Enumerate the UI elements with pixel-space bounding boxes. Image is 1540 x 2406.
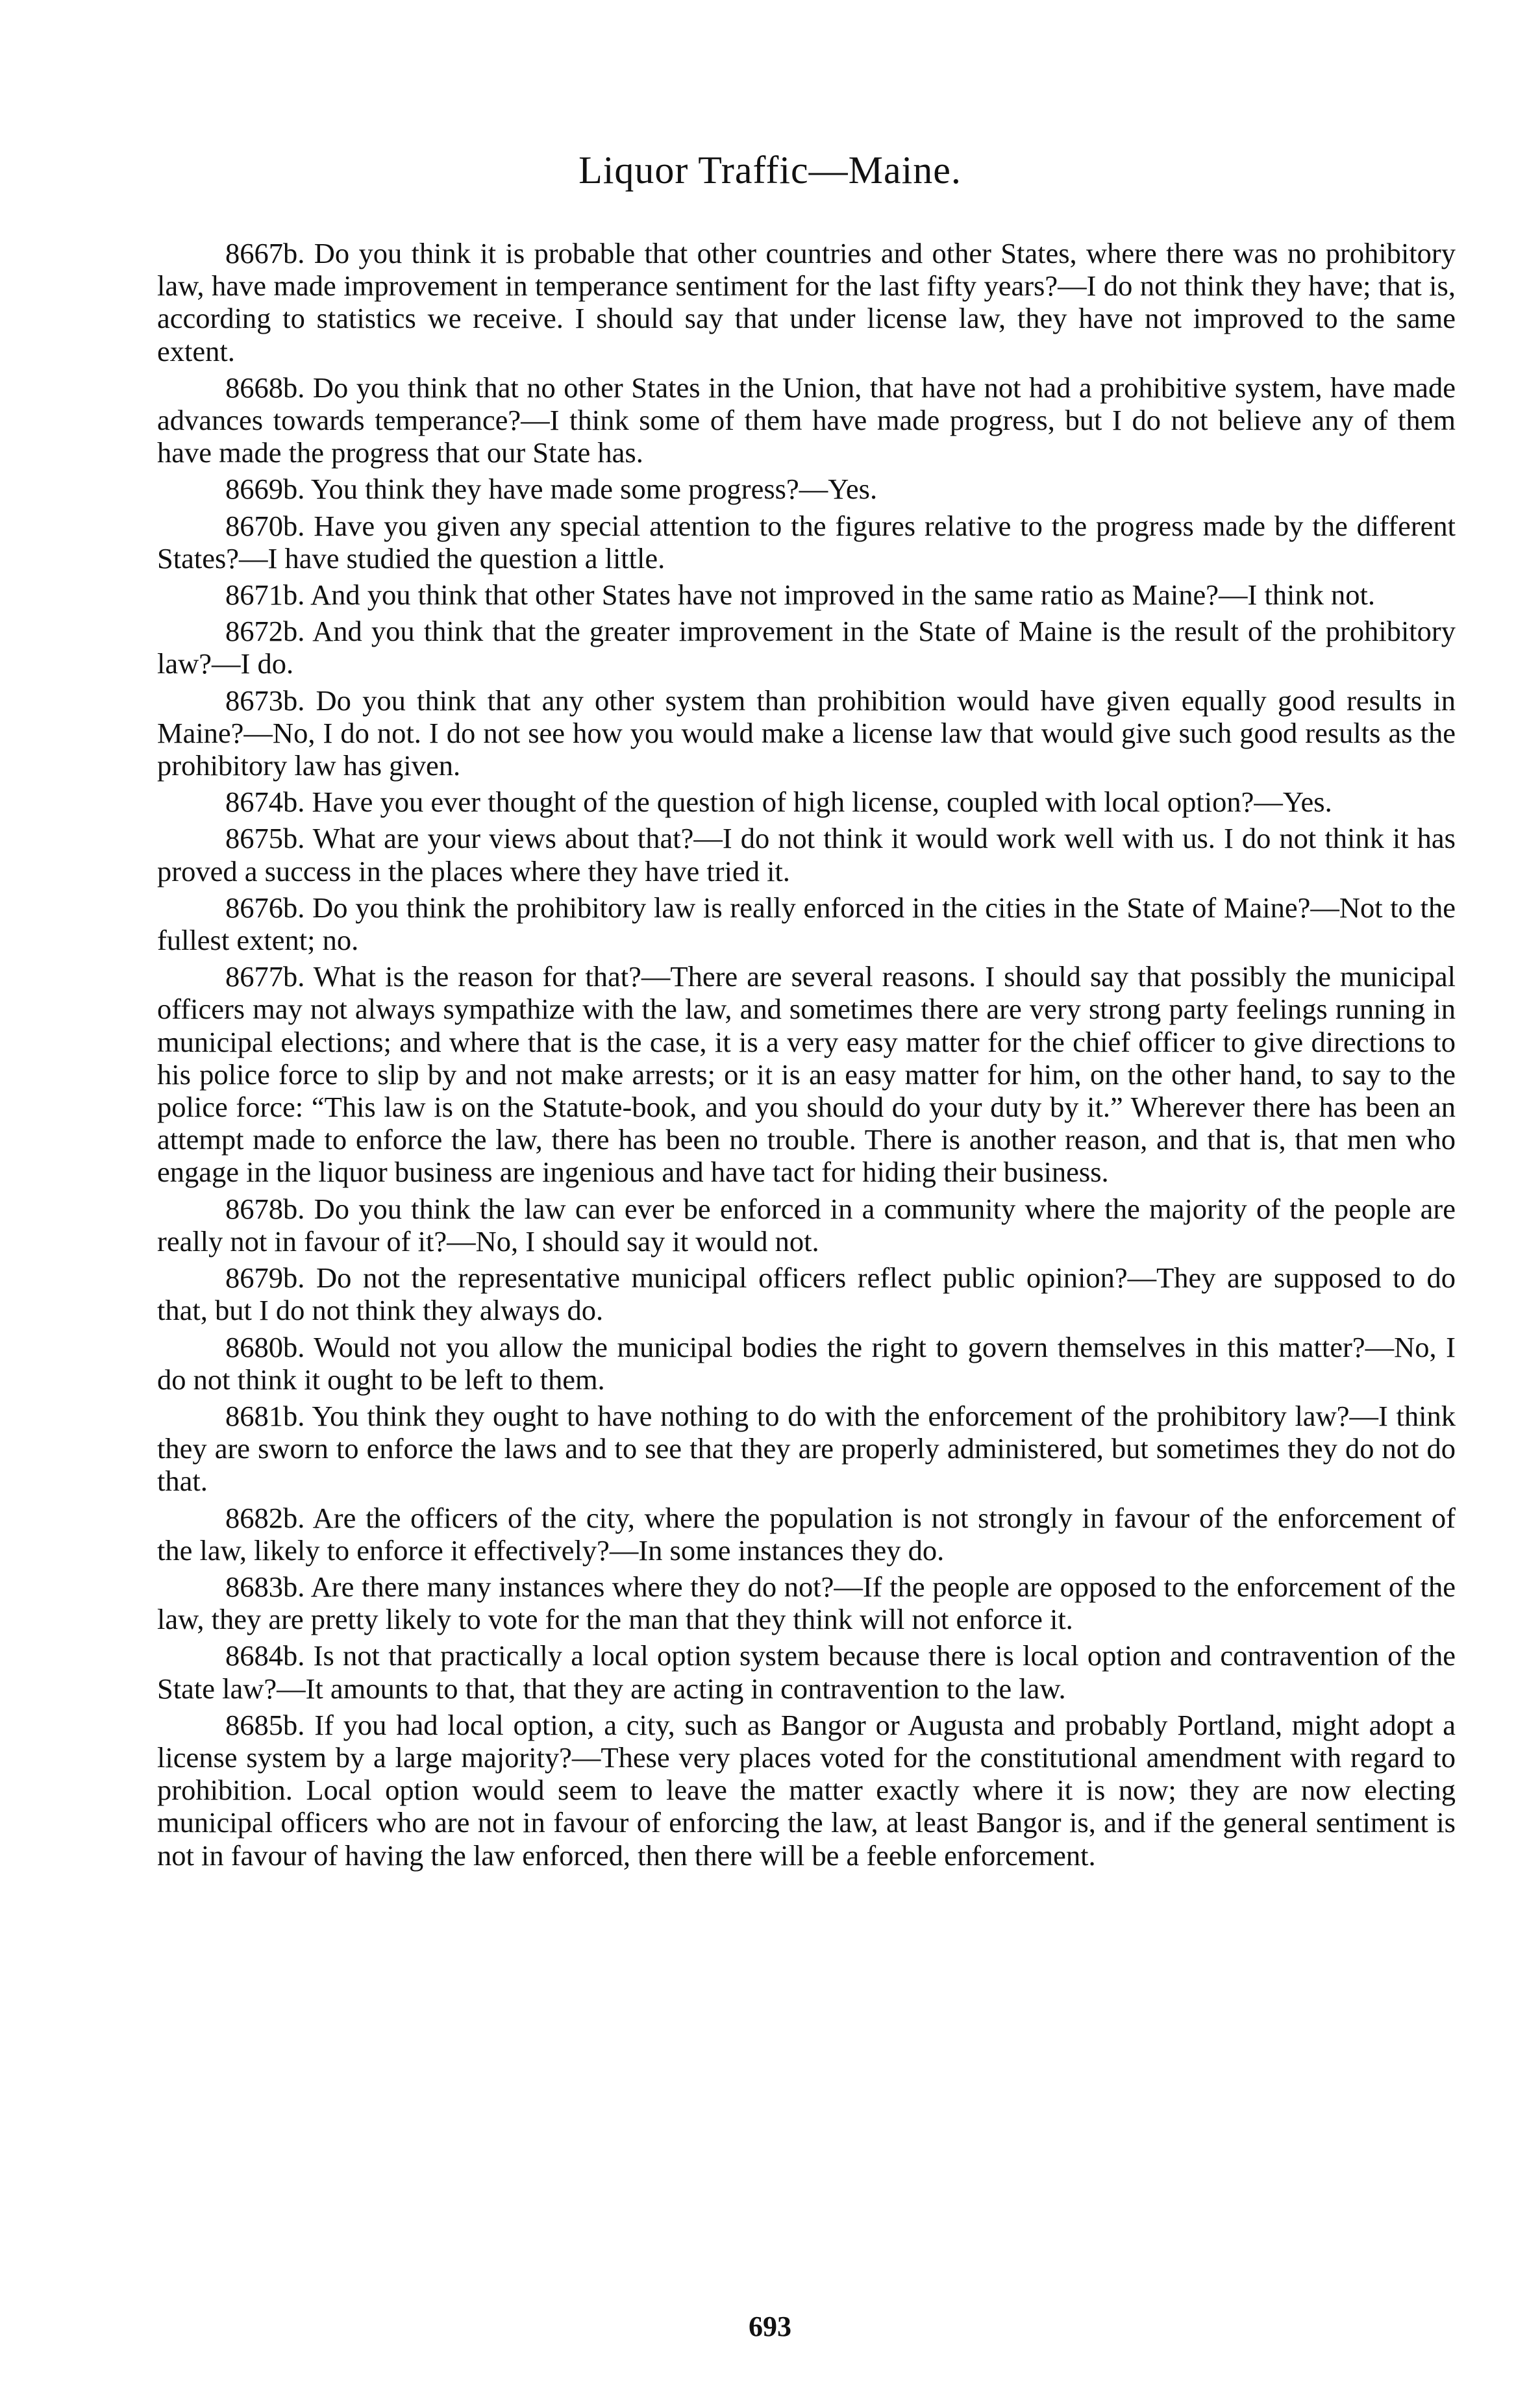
question-number: 8676b. <box>225 891 305 924</box>
question-number: 8685b. <box>225 1708 305 1741</box>
question-number: 8681b. <box>225 1399 305 1432</box>
testimony-entry <box>157 1193 1456 1258</box>
question-number: 8667b. <box>225 237 305 269</box>
entry-text: What is the reason for that?—There are several reasons. I should say that possibly the municipal officers may not always sympathize with the law, and sometimes there are very strong party feelings running in municipal elections; and where that is the case, it is a very easy matter for the chief officer to give directions to his police force to slip by and not make arrests; or it is an easy matter for him, on the other hand, to say to the police force: “This law is on the Statute-book, and you should do your duty by it.” Wherever there has been an attempt made to enforce the law, there has been no trouble. There is another reason, and that is, that men who engage in the liquor business are ingenious and have tact for hiding their business. <box>157 960 1456 1189</box>
entry-text: Are the officers of the city, where the population is not strongly in favour of the enforcement of the law, likely to enforce it effectively?—In some instances they do. <box>157 1501 1456 1567</box>
entry-text: If you had local option, a city, such as Bangor or Augusta and probably Portland, might adopt a license system by a large majority?—These very places voted for the constitutional amendment with regard to prohibition. Local option would seem to leave the matter exactly where it is now; they are now electing municipal officers who are not in favour of enforcing the law, at least Bangor is, and if the general sentiment is not in favour of having the law enforced, then there will be a feeble enforcement. <box>157 1708 1456 1872</box>
testimony-entry <box>157 578 1456 611</box>
question-number: 8670b. <box>225 509 305 542</box>
entry-text: Do you think the prohibitory law is really enforced in the cities in the State of Maine?—Not to the fullest extent; no. <box>157 891 1456 957</box>
page-title: Liquor Traffic—Maine. <box>578 149 962 192</box>
testimony-entry <box>157 1502 1456 1567</box>
entry-text: You think they ought to have nothing to do with the enforcement of the prohibitory law?—I think they are sworn to enforce the laws and to see that they are properly administered, but sometimes they do not do that. <box>157 1399 1456 1498</box>
entry-text: Do you think it is probable that other countries and other States, where there was no prohibitory law, have made improvement in temperance sentiment for the last fifty years?—I do not think they have; that is, according to statistics we receive. I should say that under license law, they have not improved to the same extent. <box>157 237 1456 367</box>
testimony-entry <box>157 1639 1456 1704</box>
entry-text: Would not you allow the municipal bodies the right to govern themselves in this matter?—No, I do not think it ought to be left to them. <box>157 1330 1456 1396</box>
question-number: 8671b. <box>225 578 305 612</box>
entry-text: Are there many instances where they do not?—If the people are opposed to the enforcement of the law, they are pretty likely to vote for the man that they think will not enforce it. <box>157 1570 1456 1636</box>
question-number: 8677b. <box>225 960 305 993</box>
entry-text: Do you think that any other system than prohibition would have given equally good results in Maine?—No, I do not. I do not see how you would make a license law that would give such good results as the prohibitory law has given. <box>157 684 1456 782</box>
entry-text: Do not the representative municipal officers reflect public opinion?—They are supposed to do that, but I do not think they always do. <box>157 1261 1456 1327</box>
entry-text: And you think that the greater improvement in the State of Maine is the result of the prohibitory law?—I do. <box>157 615 1456 680</box>
testimony-entry <box>157 822 1456 887</box>
question-number: 8684b. <box>225 1639 305 1672</box>
question-number: 8674b. <box>225 786 305 819</box>
testimony-entry <box>157 960 1456 1188</box>
testimony-body <box>157 237 1456 1876</box>
entry-text: Do you think that no other States in the Union, that have not had a prohibitive system, have made advances towards temperance?—I think some of them have made progress, but I do not believe any of them have made the progress that our State has. <box>157 371 1456 469</box>
testimony-entry <box>157 786 1456 818</box>
entry-text: Have you ever thought of the question of high license, coupled with local option?—Yes. <box>312 786 1332 819</box>
question-number: 8668b. <box>225 371 305 404</box>
entry-text: You think they have made some progress?—Yes. <box>310 473 878 506</box>
testimony-entry <box>157 1400 1456 1498</box>
testimony-entry <box>157 615 1456 680</box>
entry-text: What are your views about that?—I do not think it would work well with us. I do not think it has proved a success in the places where they have tried it. <box>157 822 1456 887</box>
testimony-entry <box>157 510 1456 575</box>
testimony-entry <box>157 1331 1456 1396</box>
testimony-entry <box>157 237 1456 367</box>
testimony-entry <box>157 1261 1456 1326</box>
question-number: 8682b. <box>225 1501 305 1534</box>
question-number: 8679b. <box>225 1261 305 1295</box>
testimony-entry <box>157 1709 1456 1872</box>
testimony-entry <box>157 891 1456 956</box>
entry-text: And you think that other States have not improved in the same ratio as Maine?—I think not. <box>310 578 1376 612</box>
entry-text: Is not that practically a local option system because there is local option and contravention of the State law?—It amounts to that, that they are acting in contravention to the law. <box>157 1639 1456 1705</box>
question-number: 8680b. <box>225 1330 305 1363</box>
question-number: 8672b. <box>225 615 305 648</box>
question-number: 8669b. <box>225 473 305 506</box>
testimony-entry <box>157 473 1456 505</box>
testimony-entry <box>157 684 1456 782</box>
entry-text: Have you given any special attention to the figures relative to the progress made by the different States?—I have studied the question a little. <box>157 509 1456 575</box>
page-number: 693 <box>749 2311 791 2342</box>
question-number: 8683b. <box>225 1570 305 1603</box>
question-number: 8678b. <box>225 1192 305 1225</box>
testimony-entry <box>157 371 1456 469</box>
question-number: 8675b. <box>225 822 305 855</box>
entry-text: Do you think the law can ever be enforced in a community where the majority of the people are really not in favour of it?—No, I should say it would not. <box>157 1192 1456 1258</box>
question-number: 8673b. <box>225 684 305 717</box>
testimony-entry <box>157 1570 1456 1635</box>
